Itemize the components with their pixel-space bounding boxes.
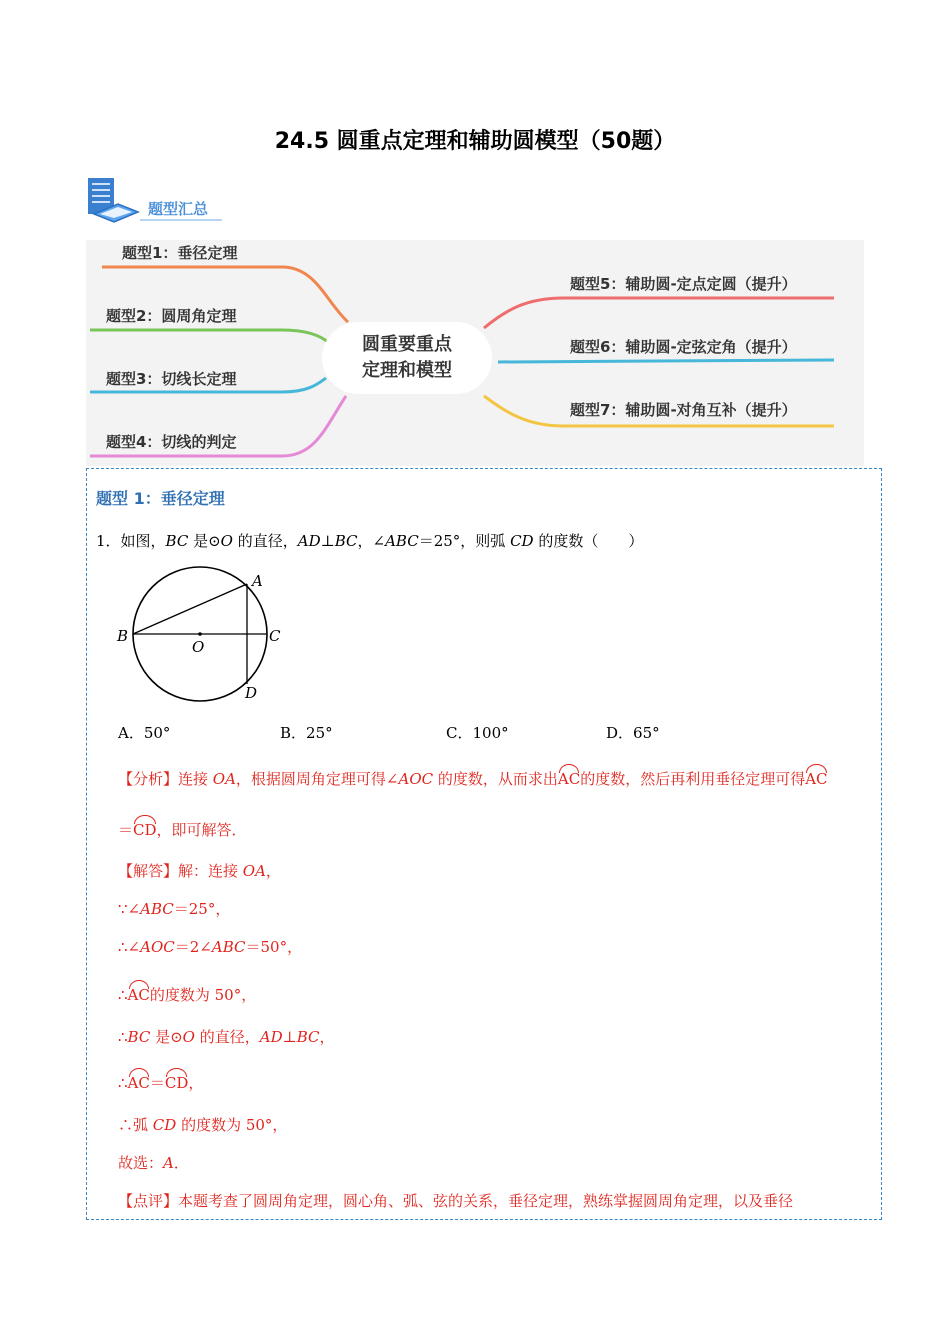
circle-figure xyxy=(112,566,292,706)
mindmap-topic-1: 题型1：垂径定理 xyxy=(122,244,238,262)
mindmap-topic-4: 题型4：切线的判定 xyxy=(106,433,237,451)
mindmap-topic-7: 题型7：辅助圆-对角互补（提升） xyxy=(570,401,797,419)
label-b: B xyxy=(117,627,129,645)
label-d: D xyxy=(245,684,258,702)
solution-line-6: ∴AC＝CD， xyxy=(118,1070,203,1093)
solution-line-7: ∴弧 CD 的度数为 50°， xyxy=(118,1116,288,1134)
label-c: C xyxy=(269,627,281,645)
mindmap-center-line-1: 圆重要重点 xyxy=(362,334,452,355)
topic-mindmap xyxy=(86,240,864,466)
mindmap-topic-6: 题型6：辅助圆-定弦定角（提升） xyxy=(570,338,797,356)
mindmap-topic-2: 题型2：圆周角定理 xyxy=(106,307,237,325)
option-b: B．25° xyxy=(280,724,333,742)
section-title: 题型 1：垂径定理 xyxy=(96,489,225,508)
branch-line-5 xyxy=(484,298,834,328)
question-stem: 1．如图，BC 是⊙O 的直径，AD⊥BC，∠ABC＝25°，则弧 CD 的度数（ ） xyxy=(96,532,644,550)
mindmap-center xyxy=(322,322,492,394)
comment-line: 【点评】本题考查了圆周角定理，圆心角、弧、弦的关系，垂径定理，熟练掌握圆周角定理，以及垂径 xyxy=(118,1192,794,1210)
solution-line-3: ∴∠AOC＝2∠ABC＝50°， xyxy=(118,938,303,956)
mindmap-topic-5: 题型5：辅助圆-定点定圆（提升） xyxy=(570,275,797,293)
solution-line-5: ∴BC 是⊙O 的直径，AD⊥BC， xyxy=(118,1028,335,1046)
branch-line-2 xyxy=(90,330,330,344)
analysis-line-1: 【分析】连接 OA，根据圆周角定理可得∠AOC 的度数，从而求出AC的度数，然后再利用垂径定理可得AC xyxy=(118,766,828,789)
summary-label: 题型汇总 xyxy=(148,200,209,218)
solution-line-2: ∵∠ABC＝25°， xyxy=(118,900,231,918)
mindmap-center-line-2: 定理和模型 xyxy=(362,360,452,381)
label-a: A xyxy=(252,572,263,590)
document-title: 24.5 圆重点定理和辅助圆模型（50题） xyxy=(274,129,676,154)
solution-line-4: ∴AC的度数为 50°， xyxy=(118,982,256,1005)
branch-line-6 xyxy=(498,360,834,362)
analysis-line-2: ＝CD，即可解答． xyxy=(118,817,247,840)
option-d: D．65° xyxy=(606,724,660,742)
label-o: O xyxy=(192,638,205,656)
option-a: A．50° xyxy=(118,724,171,742)
option-c: C．100° xyxy=(446,724,509,742)
solution-line-8: 故选：A． xyxy=(118,1154,189,1172)
solution-line-1: 【解答】解：连接 OA， xyxy=(118,862,281,880)
mindmap-topic-3: 题型3：切线长定理 xyxy=(106,370,237,388)
